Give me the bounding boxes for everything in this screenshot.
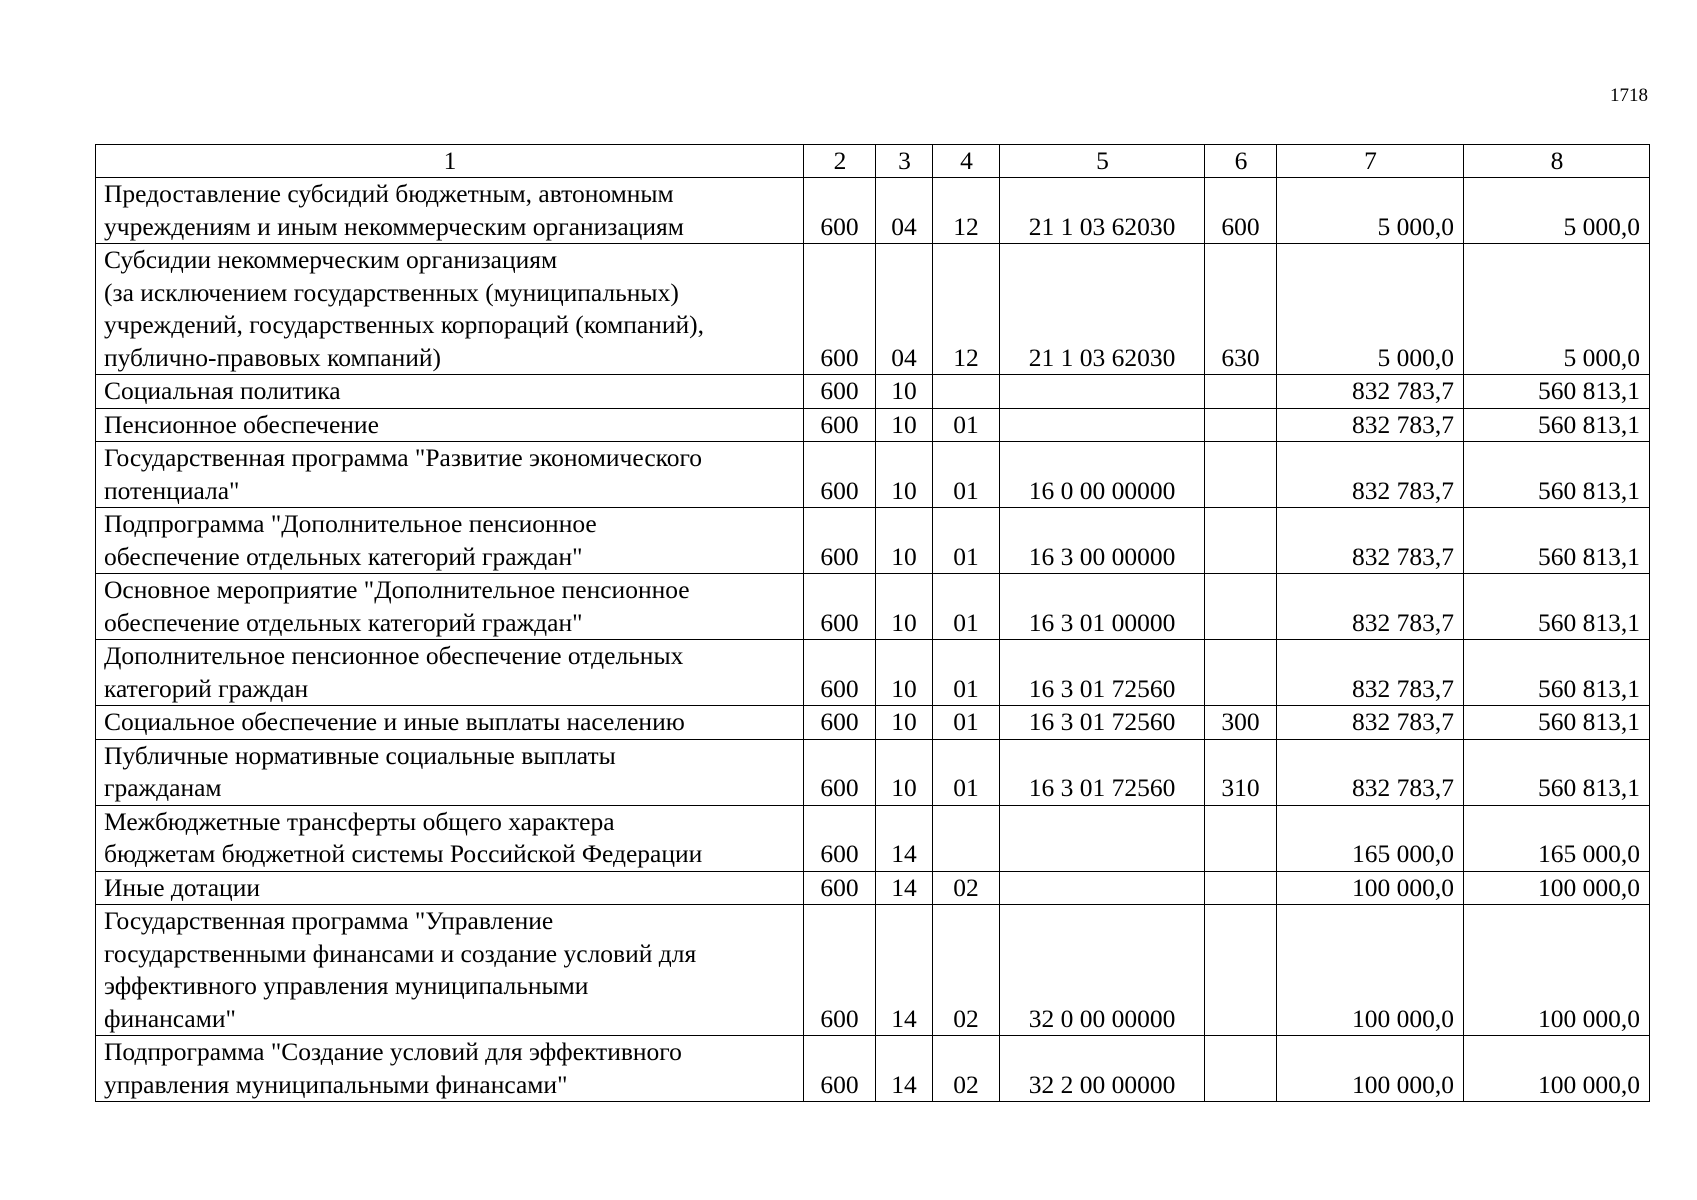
ministry-code-cell: 600 xyxy=(804,805,876,871)
target-article-cell xyxy=(1000,375,1205,409)
section-code-cell: 14 xyxy=(876,1036,933,1102)
section-code-cell: 10 xyxy=(876,442,933,508)
row-name-cell: Государственная программа "Управление государственными финансами и создание условий для эффективного управления муниципальными финансами" xyxy=(96,905,804,1036)
amount-year-2-cell: 100 000,0 xyxy=(1464,871,1650,905)
column-header: 5 xyxy=(1000,145,1205,178)
amount-year-1-cell: 832 783,7 xyxy=(1277,442,1464,508)
amount-year-2-cell: 560 813,1 xyxy=(1464,640,1650,706)
subsection-code-cell: 01 xyxy=(933,706,1000,740)
expense-type-cell: 300 xyxy=(1205,706,1277,740)
column-header: 1 xyxy=(96,145,804,178)
target-article-cell: 16 3 01 00000 xyxy=(1000,574,1205,640)
row-name-cell: Пенсионное обеспечение xyxy=(96,408,804,442)
subsection-code-cell: 01 xyxy=(933,442,1000,508)
expense-type-cell xyxy=(1205,1036,1277,1102)
amount-year-2-cell: 560 813,1 xyxy=(1464,739,1650,805)
amount-year-1-cell: 5 000,0 xyxy=(1277,178,1464,244)
ministry-code-cell: 600 xyxy=(804,508,876,574)
target-article-cell: 21 1 03 62030 xyxy=(1000,244,1205,375)
subsection-code-cell: 12 xyxy=(933,178,1000,244)
target-article-cell: 16 3 01 72560 xyxy=(1000,640,1205,706)
subsection-code-cell: 12 xyxy=(933,244,1000,375)
expense-type-cell xyxy=(1205,805,1277,871)
ministry-code-cell: 600 xyxy=(804,739,876,805)
row-name-cell: Дополнительное пенсионное обеспечение отдельных категорий граждан xyxy=(96,640,804,706)
table-row xyxy=(96,739,1650,805)
subsection-code-cell: 01 xyxy=(933,574,1000,640)
amount-year-2-cell: 5 000,0 xyxy=(1464,178,1650,244)
column-header: 7 xyxy=(1277,145,1464,178)
row-name-cell: Предоставление субсидий бюджетным, автономным учреждениям и иным некоммерческим организациям xyxy=(96,178,804,244)
column-header: 6 xyxy=(1205,145,1277,178)
table-row xyxy=(96,805,1650,871)
expense-type-cell xyxy=(1205,408,1277,442)
expense-type-cell xyxy=(1205,871,1277,905)
row-name-cell: Подпрограмма "Дополнительное пенсионное обеспечение отдельных категорий граждан" xyxy=(96,508,804,574)
target-article-cell: 32 2 00 00000 xyxy=(1000,1036,1205,1102)
target-article-cell: 16 3 00 00000 xyxy=(1000,508,1205,574)
amount-year-2-cell: 5 000,0 xyxy=(1464,244,1650,375)
section-code-cell: 14 xyxy=(876,805,933,871)
subsection-code-cell: 02 xyxy=(933,905,1000,1036)
amount-year-2-cell: 560 813,1 xyxy=(1464,574,1650,640)
subsection-code-cell: 01 xyxy=(933,640,1000,706)
amount-year-1-cell: 100 000,0 xyxy=(1277,871,1464,905)
expense-type-cell xyxy=(1205,375,1277,409)
row-name-cell: Межбюджетные трансферты общего характера бюджетам бюджетной системы Российской Федерации xyxy=(96,805,804,871)
subsection-code-cell: 02 xyxy=(933,1036,1000,1102)
expense-type-cell: 600 xyxy=(1205,178,1277,244)
amount-year-1-cell: 5 000,0 xyxy=(1277,244,1464,375)
row-name-cell: Субсидии некоммерческим организациям (за исключением государственных (муниципальных) учреждений, государственных корпораций (компаний), публично-правовых компаний) xyxy=(96,244,804,375)
target-article-cell: 21 1 03 62030 xyxy=(1000,178,1205,244)
amount-year-2-cell: 165 000,0 xyxy=(1464,805,1650,871)
ministry-code-cell: 600 xyxy=(804,1036,876,1102)
amount-year-1-cell: 832 783,7 xyxy=(1277,375,1464,409)
column-header: 4 xyxy=(933,145,1000,178)
table-row xyxy=(96,905,1650,1036)
row-name-cell: Публичные нормативные социальные выплаты гражданам xyxy=(96,739,804,805)
column-header: 3 xyxy=(876,145,933,178)
section-code-cell: 10 xyxy=(876,640,933,706)
ministry-code-cell: 600 xyxy=(804,574,876,640)
amount-year-1-cell: 832 783,7 xyxy=(1277,574,1464,640)
target-article-cell: 16 3 01 72560 xyxy=(1000,739,1205,805)
table-row xyxy=(96,871,1650,905)
row-name-cell: Иные дотации xyxy=(96,871,804,905)
section-code-cell: 04 xyxy=(876,244,933,375)
subsection-code-cell: 01 xyxy=(933,739,1000,805)
row-name-cell: Социальное обеспечение и иные выплаты населению xyxy=(96,706,804,740)
section-code-cell: 10 xyxy=(876,375,933,409)
section-code-cell: 14 xyxy=(876,871,933,905)
amount-year-2-cell: 560 813,1 xyxy=(1464,375,1650,409)
section-code-cell: 04 xyxy=(876,178,933,244)
table-row xyxy=(96,574,1650,640)
amount-year-2-cell: 560 813,1 xyxy=(1464,408,1650,442)
table-header-row xyxy=(96,145,1650,178)
ministry-code-cell: 600 xyxy=(804,178,876,244)
subsection-code-cell xyxy=(933,805,1000,871)
subsection-code-cell: 01 xyxy=(933,508,1000,574)
expense-type-cell xyxy=(1205,905,1277,1036)
amount-year-1-cell: 100 000,0 xyxy=(1277,905,1464,1036)
section-code-cell: 10 xyxy=(876,408,933,442)
amount-year-2-cell: 560 813,1 xyxy=(1464,706,1650,740)
table-row xyxy=(96,408,1650,442)
ministry-code-cell: 600 xyxy=(804,408,876,442)
target-article-cell: 32 0 00 00000 xyxy=(1000,905,1205,1036)
amount-year-2-cell: 560 813,1 xyxy=(1464,442,1650,508)
amount-year-1-cell: 832 783,7 xyxy=(1277,640,1464,706)
amount-year-1-cell: 100 000,0 xyxy=(1277,1036,1464,1102)
expense-type-cell xyxy=(1205,442,1277,508)
target-article-cell: 16 0 00 00000 xyxy=(1000,442,1205,508)
target-article-cell xyxy=(1000,408,1205,442)
subsection-code-cell xyxy=(933,375,1000,409)
ministry-code-cell: 600 xyxy=(804,375,876,409)
table-row xyxy=(96,244,1650,375)
budget-table xyxy=(95,144,1650,1102)
row-name-cell: Основное мероприятие "Дополнительное пенсионное обеспечение отдельных категорий граждан" xyxy=(96,574,804,640)
table-row xyxy=(96,178,1650,244)
expense-type-cell xyxy=(1205,574,1277,640)
subsection-code-cell: 02 xyxy=(933,871,1000,905)
target-article-cell xyxy=(1000,805,1205,871)
row-name-cell: Государственная программа "Развитие экономического потенциала" xyxy=(96,442,804,508)
amount-year-2-cell: 100 000,0 xyxy=(1464,1036,1650,1102)
section-code-cell: 10 xyxy=(876,574,933,640)
table-row xyxy=(96,1036,1650,1102)
column-header: 8 xyxy=(1464,145,1650,178)
subsection-code-cell: 01 xyxy=(933,408,1000,442)
section-code-cell: 10 xyxy=(876,508,933,574)
table-row xyxy=(96,640,1650,706)
ministry-code-cell: 600 xyxy=(804,640,876,706)
section-code-cell: 14 xyxy=(876,905,933,1036)
row-name-cell: Подпрограмма "Создание условий для эффективного управления муниципальными финансами" xyxy=(96,1036,804,1102)
target-article-cell: 16 3 01 72560 xyxy=(1000,706,1205,740)
page-number: 1718 xyxy=(1610,85,1648,106)
amount-year-1-cell: 832 783,7 xyxy=(1277,706,1464,740)
amount-year-1-cell: 832 783,7 xyxy=(1277,739,1464,805)
table-row xyxy=(96,706,1650,740)
ministry-code-cell: 600 xyxy=(804,244,876,375)
table-row xyxy=(96,508,1650,574)
target-article-cell xyxy=(1000,871,1205,905)
table-row xyxy=(96,375,1650,409)
amount-year-1-cell: 832 783,7 xyxy=(1277,508,1464,574)
ministry-code-cell: 600 xyxy=(804,871,876,905)
ministry-code-cell: 600 xyxy=(804,706,876,740)
expense-type-cell: 310 xyxy=(1205,739,1277,805)
section-code-cell: 10 xyxy=(876,739,933,805)
section-code-cell: 10 xyxy=(876,706,933,740)
column-header: 2 xyxy=(804,145,876,178)
expense-type-cell: 630 xyxy=(1205,244,1277,375)
ministry-code-cell: 600 xyxy=(804,442,876,508)
table-row xyxy=(96,442,1650,508)
amount-year-1-cell: 165 000,0 xyxy=(1277,805,1464,871)
expense-type-cell xyxy=(1205,508,1277,574)
amount-year-2-cell: 100 000,0 xyxy=(1464,905,1650,1036)
amount-year-2-cell: 560 813,1 xyxy=(1464,508,1650,574)
row-name-cell: Социальная политика xyxy=(96,375,804,409)
ministry-code-cell: 600 xyxy=(804,905,876,1036)
expense-type-cell xyxy=(1205,640,1277,706)
amount-year-1-cell: 832 783,7 xyxy=(1277,408,1464,442)
